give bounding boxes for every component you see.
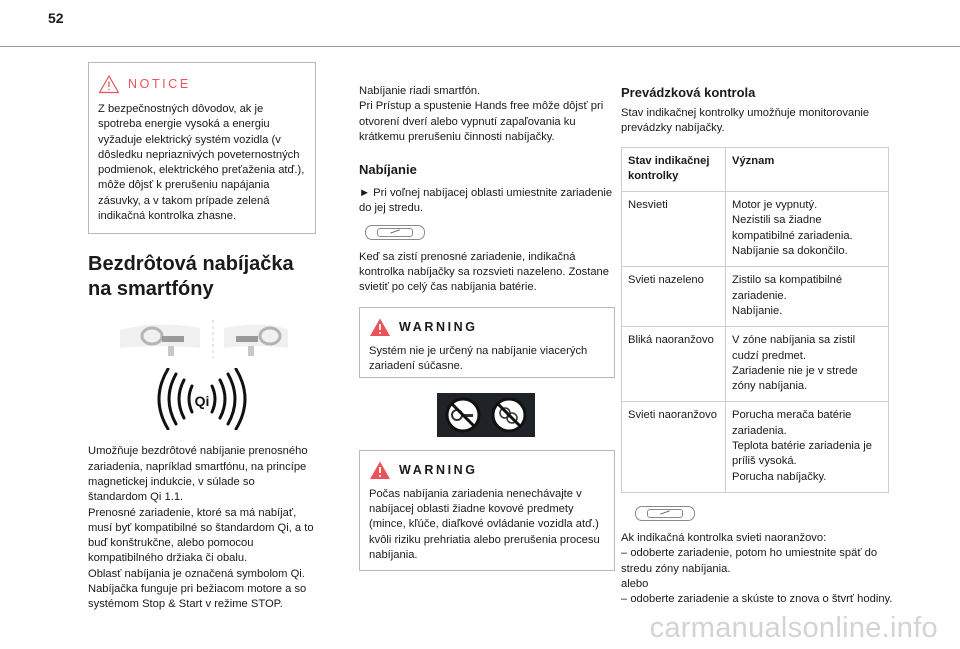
header-divider bbox=[0, 46, 960, 47]
charging-indicator-text: Keď sa zistí prenosné zariadenie, indikačná kontrolka nabíjačky sa rozsvieti nazeleno. Zostane svietiť po celý čas nabíjania batérie. bbox=[359, 250, 609, 294]
table-cell-meaning: Zistilo sa kompatibilné zariadenie. Nabíjanie. bbox=[726, 267, 889, 327]
warning-title: WARNING bbox=[399, 462, 478, 477]
column-2 bbox=[359, 84, 615, 571]
table-row bbox=[622, 327, 889, 402]
svg-text:Qi: Qi bbox=[194, 393, 210, 410]
right-dashboard-figure bbox=[224, 325, 288, 357]
charger-indicator-lamp-icon bbox=[365, 225, 425, 240]
table-header-row bbox=[622, 147, 889, 192]
charging-heading: Nabíjanie bbox=[359, 162, 417, 178]
table-row bbox=[622, 267, 889, 327]
section-heading: Bezdrôtová nabíjačka na smartfóny bbox=[88, 253, 294, 301]
warning-text: Systém nie je určený na nabíjanie viacerých zariadení súčasne. bbox=[369, 344, 588, 372]
charging-intro: Nabíjanie riadi smartfón. Pri Prístup a spustenie Hands free môže dôjsť pri otvorení dverí alebo vypnutí zapaľovania ku krátkemu prerušeniu činnosti nabíjačky. bbox=[359, 85, 604, 143]
warning-triangle-icon bbox=[369, 317, 391, 337]
watermark-text: carmanualsonline.info bbox=[649, 612, 938, 644]
table-cell-meaning: Motor je vypnutý. Nezistili sa žiadne kompatibilné zariadenia. Nabíjanie sa dokončilo. bbox=[726, 192, 889, 267]
warning-box-1 bbox=[359, 307, 615, 378]
table-cell-status: Nesvieti bbox=[622, 192, 726, 267]
table-row bbox=[622, 192, 889, 267]
warning-box-2 bbox=[359, 450, 615, 571]
notice-text: Z bezpečnostných dôvodov, ak je spotreba energie vysoká a energiu vyžaduje elektrický systém vozidla (v dôsledku nepriaznivých poveternostných podmienok, elektrického preťaženia atď.), môže dôjsť k prerušeniu napájania zásuvky, a v takom prípade zelená indikačná kontrolka zhasne. bbox=[98, 103, 305, 223]
indicator-status-table bbox=[621, 147, 889, 493]
charger-indicator-lamp-icon bbox=[635, 506, 695, 521]
page-number: 52 bbox=[48, 10, 64, 26]
table-cell-status: Bliká naoranžovo bbox=[622, 327, 726, 402]
orange-indicator-instructions: Ak indikačná kontrolka svieti naoranžovo: – odoberte zariadenie, potom ho umiestnite späť do stredu zóny nabíjania. alebo – odoberte zariadenie a skúste to znova o štvrť hodiny. bbox=[621, 531, 893, 606]
table-cell-meaning: Porucha merača batérie zariadenia. Teplota batérie zariadenia je príliš vysoká. Porucha nabíjačky. bbox=[726, 402, 889, 492]
operation-check-heading: Prevádzková kontrola bbox=[621, 85, 756, 100]
operation-check-intro: Stav indikačnej kontrolky umožňuje monitorovanie prevádzky nabíjačky. bbox=[621, 107, 870, 135]
table-cell-meaning: V zóne nabíjania sa zistil cudzí predmet. Zariadenie nie je v strede zóny nabíjania. bbox=[726, 327, 889, 402]
table-cell-status: Svieti nazeleno bbox=[622, 267, 726, 327]
no-metal-objects-icon bbox=[359, 390, 615, 438]
notice-box bbox=[88, 62, 316, 234]
warning-title: WARNING bbox=[399, 319, 478, 334]
table-row bbox=[622, 402, 889, 492]
charging-step: ► Pri voľnej nabíjacej oblasti umiestnite zariadenie do jej stredu. bbox=[359, 187, 613, 215]
warning-text: Počas nabíjania zariadenia nenechávajte v nabíjacej oblasti žiadne kovové predmety (mince, kľúče, diaľkové ovládanie vozidla atď.) kvôli riziku prehriatia alebo prerušenia procesu nabíjania. bbox=[369, 487, 600, 561]
warning-triangle-icon bbox=[369, 460, 391, 480]
notice-title: NOTICE bbox=[128, 77, 191, 91]
qi-wireless-charging-icon bbox=[88, 368, 316, 430]
table-header-meaning: Význam bbox=[726, 147, 889, 192]
column-1 bbox=[88, 62, 316, 613]
table-header-status: Stav indikačnej kontrolky bbox=[622, 147, 726, 192]
console-location-illustration bbox=[88, 316, 316, 362]
left-dashboard-figure bbox=[120, 325, 200, 357]
table-cell-status: Svieti naoranžovo bbox=[622, 402, 726, 492]
wireless-charger-description: Umožňuje bezdrôtové nabíjanie prenosného zariadenia, napríklad smartfónu, na princípe magnetickej indukcie, v súlade so štandardom Qi 1.1. Prenosné zariadenie, ktoré sa má nabíjať, musí byť kompatibilné so štandardom Qi, a to buď konštrukčne, alebo pomocou kompatibilného držiaka či obalu. Oblasť nabíjania je označená symbolom Qi. Nabíjačka funguje pri bežiacom motore a so systémom Stop & Start v režime STOP. bbox=[88, 445, 314, 611]
notice-triangle-icon bbox=[98, 74, 120, 94]
column-3 bbox=[621, 85, 893, 607]
